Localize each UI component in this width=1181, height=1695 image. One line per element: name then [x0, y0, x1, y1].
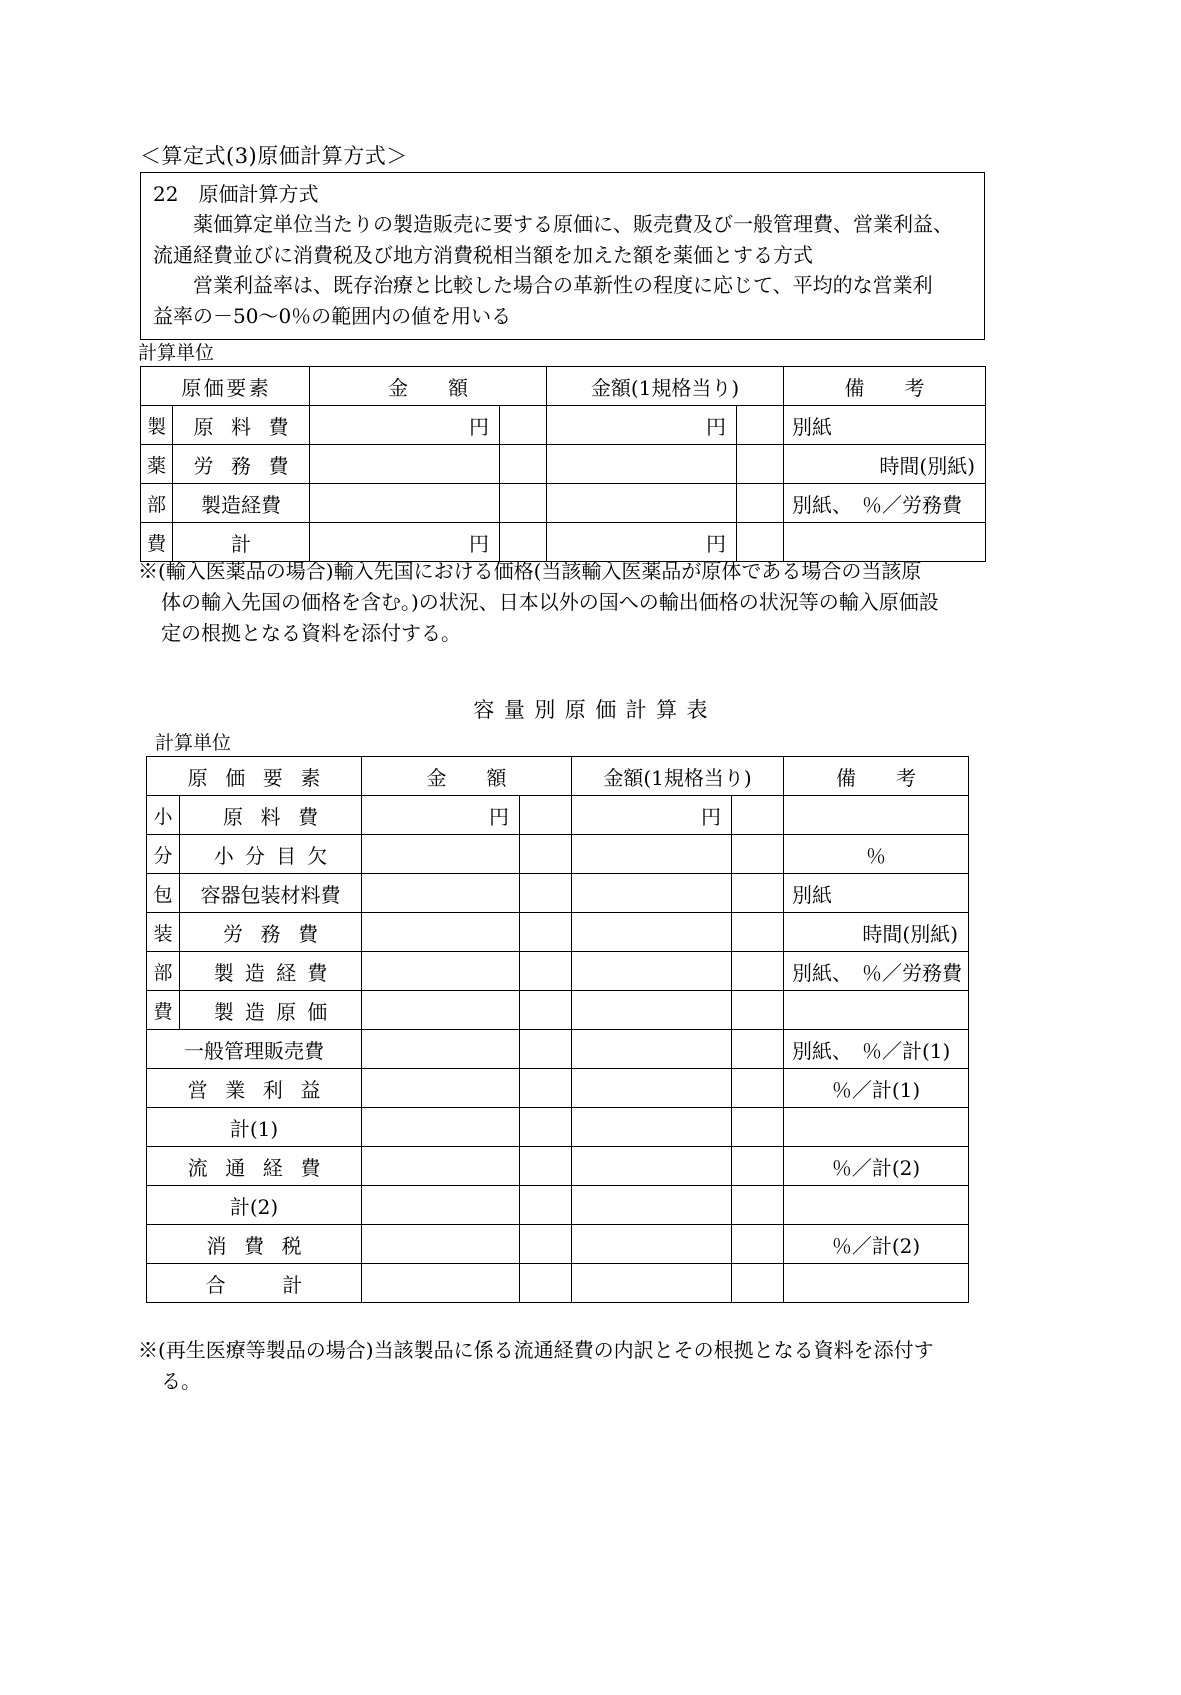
table2-unit-label: 計算単位: [155, 732, 232, 754]
table-row: [147, 952, 969, 991]
group-char-1: 分: [147, 835, 180, 874]
regenerative-product-note: [138, 1335, 998, 1397]
row-item-subdivision-loss: 小 分 目 欠: [180, 835, 362, 874]
cell-amount-per-spec[interactable]: [572, 835, 732, 874]
table-row: [147, 874, 969, 913]
table-row: [147, 796, 969, 835]
cell-remarks[interactable]: ％／計(1): [784, 1069, 969, 1108]
table-row: [141, 406, 986, 445]
cell-amount-sub[interactable]: [520, 991, 572, 1030]
group-char-2: 包: [147, 874, 180, 913]
cell-amount-sub[interactable]: [520, 1108, 572, 1147]
cell-amount-per-spec[interactable]: 円: [547, 406, 737, 445]
row-item-grand-total: 合 計: [147, 1264, 362, 1303]
table-row: [147, 1108, 969, 1147]
definition-line-5: 益率の－50〜0％の範囲内の値を用いる: [153, 303, 512, 328]
row-item-subtotal-1: 計(1): [147, 1108, 362, 1147]
cell-amount[interactable]: 円: [310, 523, 500, 562]
th-amount-per-spec: 金額(1規格当り): [572, 757, 784, 796]
cell-amount-per-spec[interactable]: [572, 952, 732, 991]
cell-amount-per-spec-sub[interactable]: [732, 913, 784, 952]
cell-amount[interactable]: 円: [310, 406, 500, 445]
cell-remarks[interactable]: ％／計(2): [784, 1225, 969, 1264]
cell-amount-per-spec[interactable]: [572, 874, 732, 913]
cell-amount[interactable]: [362, 835, 520, 874]
cell-amount-per-spec-sub[interactable]: [732, 952, 784, 991]
definition-line-4: 営業利益率は、既存治療と比較した場合の革新性の程度に応じて、平均的な営業利: [193, 273, 933, 298]
row-item-raw-material: 原 料 費: [180, 796, 362, 835]
cell-amount-per-spec-sub[interactable]: [732, 1108, 784, 1147]
group-char-5: 費: [147, 991, 180, 1030]
group-char-0: 製: [141, 406, 173, 445]
row-item-labor: 労 務 費: [173, 445, 310, 484]
cell-remarks[interactable]: 時間(別紙): [784, 913, 969, 952]
table-header-row: [147, 757, 969, 796]
cell-amount-sub[interactable]: [520, 874, 572, 913]
cell-amount-per-spec[interactable]: [572, 991, 732, 1030]
table-row: [147, 1186, 969, 1225]
cell-amount-sub[interactable]: [520, 835, 572, 874]
cell-amount[interactable]: [362, 913, 520, 952]
cell-amount-sub[interactable]: [520, 1225, 572, 1264]
cell-remarks[interactable]: [784, 1264, 969, 1303]
table-row: [147, 1069, 969, 1108]
note1-line-3: 定の根拠となる資料を添付する。: [161, 621, 461, 645]
cell-remarks[interactable]: [784, 796, 969, 835]
row-item-total: 計: [173, 523, 310, 562]
cell-amount[interactable]: [362, 874, 520, 913]
cell-amount-per-spec-sub[interactable]: [732, 874, 784, 913]
table-row: [147, 913, 969, 952]
definition-line-3: 流通経費並びに消費税及び地方消費税相当額を加えた額を薬価とする方式: [153, 242, 813, 267]
cell-amount-per-spec[interactable]: 円: [547, 523, 737, 562]
cell-amount[interactable]: [362, 1030, 520, 1069]
cell-amount[interactable]: [362, 1147, 520, 1186]
group-char-1: 薬: [141, 445, 173, 484]
definition-frame: [140, 172, 985, 340]
table-header-row: [141, 367, 986, 406]
row-item-container-packaging: 容器包装材料費: [180, 874, 362, 913]
import-price-note: [138, 556, 998, 649]
cell-amount-per-spec[interactable]: 円: [572, 796, 732, 835]
cell-amount-per-spec[interactable]: [572, 1147, 732, 1186]
cell-amount-per-spec-sub[interactable]: [732, 991, 784, 1030]
cell-amount-sub[interactable]: [520, 913, 572, 952]
cell-amount[interactable]: [310, 484, 500, 523]
volume-cost-table-title: 容量別原価計算表: [473, 698, 718, 722]
th-amount: 金 額: [362, 757, 572, 796]
cell-amount-per-spec-sub[interactable]: [732, 796, 784, 835]
volume-cost-table: [146, 756, 969, 1303]
cell-amount[interactable]: [362, 1069, 520, 1108]
row-item-subtotal-2: 計(2): [147, 1186, 362, 1225]
cell-amount-sub[interactable]: [520, 952, 572, 991]
cell-amount-per-spec[interactable]: [572, 913, 732, 952]
cell-remarks[interactable]: [784, 991, 969, 1030]
cell-amount-sub[interactable]: [500, 445, 547, 484]
note1-line-2: 体の輸入先国の価格を含む。)の状況、日本以外の国への輸出価格の状況等の輸入原価設: [161, 590, 939, 614]
table-row: [141, 445, 986, 484]
table-row: [147, 991, 969, 1030]
cell-amount-per-spec-sub[interactable]: [737, 406, 784, 445]
row-item-manufacturing-expense: 製造経費: [173, 484, 310, 523]
row-item-general-admin: 一般管理販売費: [147, 1030, 362, 1069]
group-char-2: 部: [141, 484, 173, 523]
cell-amount-per-spec-sub[interactable]: [732, 1264, 784, 1303]
cell-remarks[interactable]: 別紙: [784, 406, 986, 445]
cell-amount-sub[interactable]: [520, 796, 572, 835]
cell-remarks[interactable]: 別紙、 ％／労務費: [784, 484, 986, 523]
cell-amount[interactable]: [362, 991, 520, 1030]
manufacturing-cost-table: [140, 366, 986, 562]
cell-remarks[interactable]: 時間(別紙): [784, 445, 986, 484]
note2-line-1: ※(再生医療等製品の場合)当該製品に係る流通経費の内訳とその根拠となる資料を添付す: [138, 1338, 934, 1362]
group-char-3: 費: [141, 523, 173, 562]
table-row: [147, 1264, 969, 1303]
cell-amount-per-spec-sub[interactable]: [732, 1030, 784, 1069]
cell-amount-sub[interactable]: [520, 1030, 572, 1069]
cell-amount[interactable]: [362, 1264, 520, 1303]
cell-amount-per-spec[interactable]: [572, 1225, 732, 1264]
cell-remarks[interactable]: [784, 1186, 969, 1225]
cell-amount[interactable]: [362, 1186, 520, 1225]
cell-amount-per-spec[interactable]: [572, 1069, 732, 1108]
definition-line-2: 薬価算定単位当たりの製造販売に要する原価に、販売費及び一般管理費、営業利益、: [193, 212, 953, 237]
cell-amount-sub[interactable]: [500, 484, 547, 523]
row-item-manufacturing-expense: 製 造 経 費: [180, 952, 362, 991]
cell-amount-sub[interactable]: [520, 1069, 572, 1108]
cell-remarks[interactable]: [784, 1108, 969, 1147]
cell-remarks[interactable]: 別紙、 ％／計(1): [784, 1030, 969, 1069]
cell-amount-sub[interactable]: [520, 1264, 572, 1303]
note2-line-2: る。: [161, 1369, 201, 1393]
cell-amount-per-spec-sub[interactable]: [737, 445, 784, 484]
cell-amount-per-spec-sub[interactable]: [732, 1225, 784, 1264]
cell-amount-sub[interactable]: [500, 406, 547, 445]
cell-amount[interactable]: [310, 445, 500, 484]
row-item-operating-profit: 営 業 利 益: [147, 1069, 362, 1108]
cell-amount[interactable]: [362, 1225, 520, 1264]
th-cost-element: 原価要素: [141, 367, 310, 406]
cell-amount-per-spec[interactable]: [547, 484, 737, 523]
table-row: [147, 835, 969, 874]
th-cost-element: 原 価 要 素: [147, 757, 362, 796]
th-amount-per-spec: 金額(1規格当り): [547, 367, 784, 406]
table1-unit-label: 計算単位: [138, 342, 215, 364]
cell-amount-sub[interactable]: [520, 1186, 572, 1225]
group-char-4: 部: [147, 952, 180, 991]
cell-amount-per-spec[interactable]: [572, 1264, 732, 1303]
group-char-0: 小: [147, 796, 180, 835]
th-amount: 金 額: [310, 367, 547, 406]
cell-amount-per-spec[interactable]: [572, 1186, 732, 1225]
cell-amount[interactable]: 円: [362, 796, 520, 835]
table-row: [147, 1147, 969, 1186]
cell-amount-sub[interactable]: [520, 1147, 572, 1186]
cell-amount-per-spec-sub[interactable]: [732, 835, 784, 874]
row-item-consumption-tax: 消 費 税: [147, 1225, 362, 1264]
row-item-raw-material: 原 料 費: [173, 406, 310, 445]
note1-line-1: ※(輸入医薬品の場合)輸入先国における価格(当該輸入医薬品が原体である場合の当該原: [138, 559, 922, 583]
table-row: [147, 1030, 969, 1069]
definition-line-1: 22 原価計算方式: [153, 182, 319, 206]
cell-remarks[interactable]: ％: [784, 835, 969, 874]
cell-amount-per-spec-sub[interactable]: [732, 1069, 784, 1108]
table-row: [141, 484, 986, 523]
cell-remarks[interactable]: 別紙、 ％／労務費: [784, 952, 969, 991]
row-item-manufacturing-cost: 製 造 原 価: [180, 991, 362, 1030]
cell-amount-per-spec[interactable]: [572, 1030, 732, 1069]
page-title: ＜算定式(3)原価計算方式＞: [140, 144, 408, 168]
cell-amount-per-spec-sub[interactable]: [737, 484, 784, 523]
cell-amount-per-spec[interactable]: [547, 445, 737, 484]
cell-amount-per-spec-sub[interactable]: [732, 1147, 784, 1186]
cell-amount-per-spec[interactable]: [572, 1108, 732, 1147]
th-remarks: 備 考: [784, 757, 969, 796]
cell-amount[interactable]: [362, 1108, 520, 1147]
row-item-distribution-expense: 流 通 経 費: [147, 1147, 362, 1186]
group-char-3: 装: [147, 913, 180, 952]
table-row: [147, 1225, 969, 1264]
cell-amount[interactable]: [362, 952, 520, 991]
cell-remarks[interactable]: 別紙: [784, 874, 969, 913]
cell-remarks[interactable]: ％／計(2): [784, 1147, 969, 1186]
th-remarks: 備 考: [784, 367, 986, 406]
cell-amount-per-spec-sub[interactable]: [732, 1186, 784, 1225]
row-item-labor: 労 務 費: [180, 913, 362, 952]
